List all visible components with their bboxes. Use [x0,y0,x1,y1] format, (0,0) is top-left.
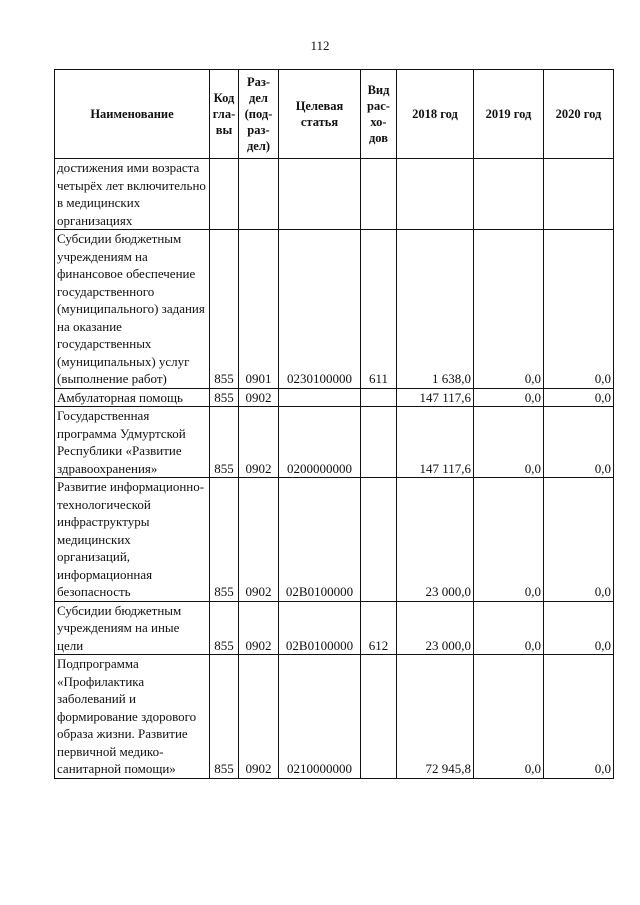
cell-2019: 0,0 [474,601,544,655]
header-2018: 2018 год [397,70,474,159]
cell-code: 855 [210,655,239,779]
cell-name: Субсидии бюджетным учреждениям на финансовое обеспечение государственного (муниципального) задания на оказание государственных (муниципальных) услуг (выполнение работ) [55,230,210,389]
header-section: Раз- дел (под- раз- дел) [239,70,279,159]
table-header-row [55,70,614,159]
cell-expense [361,388,397,407]
cell-2018: 23 000,0 [397,601,474,655]
cell-2020: 0,0 [544,655,614,779]
cell-section: 0901 [239,230,279,389]
cell-name: Субсидии бюджетным учреждениям на иные цели [55,601,210,655]
header-name: Наименование [55,70,210,159]
cell-2018: 147 117,6 [397,407,474,478]
cell-2020 [544,159,614,230]
cell-2020: 0,0 [544,388,614,407]
cell-target [279,159,361,230]
cell-2019: 0,0 [474,655,544,779]
cell-target: 0230100000 [279,230,361,389]
header-expense: Вид рас- хо- дов [361,70,397,159]
cell-target: 0210000000 [279,655,361,779]
cell-section [239,159,279,230]
cell-code: 855 [210,388,239,407]
header-2019: 2019 год [474,70,544,159]
cell-2020: 0,0 [544,601,614,655]
cell-2018 [397,159,474,230]
cell-name: Государственная программа Удмуртской Республики «Развитие здравоохранения» [55,407,210,478]
cell-name: Подпрограмма «Профилактика заболеваний и формирование здорового образа жизни. Развитие первичной медико-санитарной помощи» [55,655,210,779]
cell-2018: 147 117,6 [397,388,474,407]
cell-expense: 611 [361,230,397,389]
cell-section: 0902 [239,407,279,478]
table-row [55,655,614,779]
cell-2019 [474,159,544,230]
cell-2018: 1 638,0 [397,230,474,389]
cell-target [279,388,361,407]
table-row [55,159,614,230]
cell-code: 855 [210,478,239,602]
header-target: Целевая статья [279,70,361,159]
cell-2020: 0,0 [544,407,614,478]
page-number: 112 [310,38,330,53]
cell-target: 02В0100000 [279,601,361,655]
budget-table [54,69,614,779]
table-row [55,407,614,478]
table-row [55,388,614,407]
cell-section: 0902 [239,601,279,655]
cell-section: 0902 [239,655,279,779]
cell-section: 0902 [239,388,279,407]
cell-2019: 0,0 [474,478,544,602]
cell-code: 855 [210,407,239,478]
header-code: Код гла- вы [210,70,239,159]
cell-target: 0200000000 [279,407,361,478]
header-2020: 2020 год [544,70,614,159]
table-row [55,478,614,602]
cell-name: Амбулаторная помощь [55,388,210,407]
table-row [55,601,614,655]
cell-expense [361,478,397,602]
cell-2018: 72 945,8 [397,655,474,779]
cell-2018: 23 000,0 [397,478,474,602]
cell-2020: 0,0 [544,478,614,602]
cell-expense [361,407,397,478]
cell-2019: 0,0 [474,407,544,478]
cell-code: 855 [210,601,239,655]
cell-2019: 0,0 [474,230,544,389]
cell-code [210,159,239,230]
cell-name: Развитие информационно-технологической инфраструктуры медицинских организаций, информационная безопасность [55,478,210,602]
cell-section: 0902 [239,478,279,602]
cell-expense: 612 [361,601,397,655]
cell-2020: 0,0 [544,230,614,389]
cell-code: 855 [210,230,239,389]
cell-name: достижения ими возраста четырёх лет включительно в медицинских организациях [55,159,210,230]
cell-2019: 0,0 [474,388,544,407]
table-row [55,230,614,389]
cell-target: 02В0100000 [279,478,361,602]
cell-expense [361,655,397,779]
cell-expense [361,159,397,230]
